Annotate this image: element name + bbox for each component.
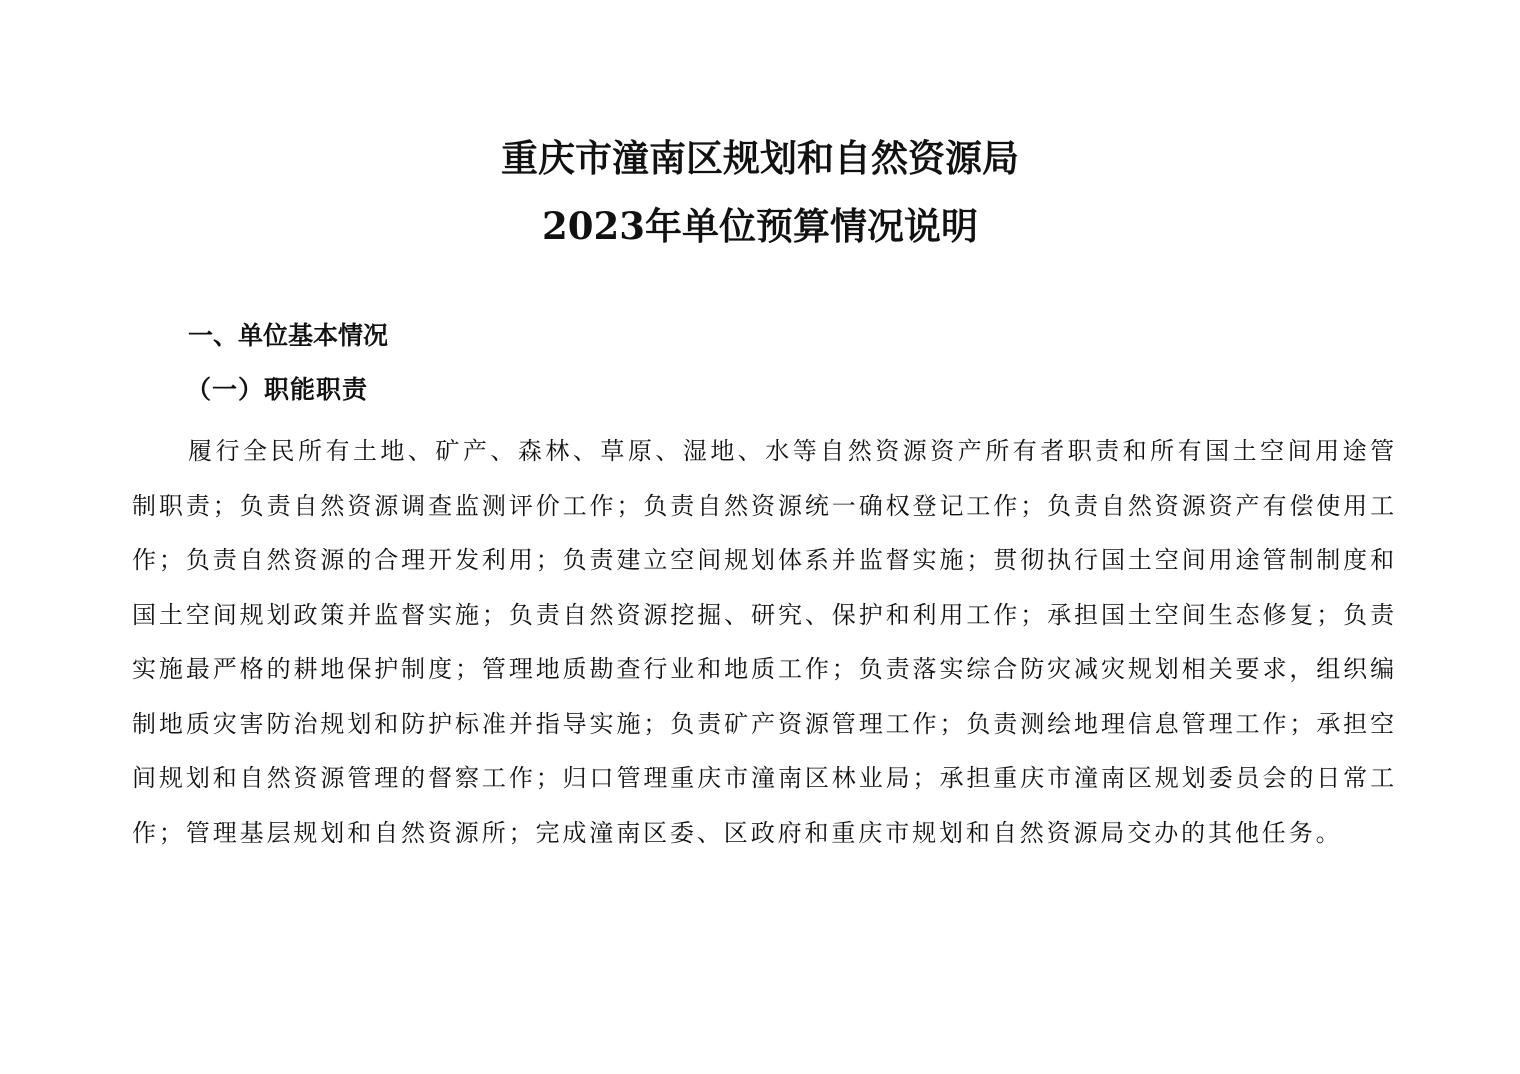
duties-paragraph: 履行全民所有土地、矿产、森林、草原、湿地、水等自然资源资产所有者职责和所有国土空间用途管制职责；负责自然资源调查监测评价工作；负责自然资源统一确权登记工作；负责自然资源资产有偿使用工作；负责自然资源的合理开发利用；负责建立空间规划体系并监督实施；贯彻执行国土空间用途管制制度和国土空间规划政策并监督实施；负责自然资源挖掘、研究、保护和利用工作；承担国土空间生态修复；负责实施最严格的耕地保护制度；管理地质勘查行业和地质工作；负责落实综合防灾减灾规划相关要求，组织编制地质灾害防治规划和防护标准并指导实施；负责矿产资源管理工作；负责测绘地理信息管理工作；承担空间规划和自然资源管理的督察工作；归口管理重庆市潼南区林业局；承担重庆市潼南区规划委员会的日常工作；管理基层规划和自然资源所；完成潼南区委、区政府和重庆市规划和自然资源局交办的其他任务。	[132, 437, 1397, 847]
section-heading-basic-info: 一、单位基本情况	[188, 321, 389, 350]
document-title-line2: 2023年单位预算情况说明	[542, 204, 978, 248]
subsection-heading-duties: （一）职能职责	[186, 375, 369, 404]
document-title-line1: 重庆市潼南区规划和自然资源局	[501, 136, 1019, 180]
